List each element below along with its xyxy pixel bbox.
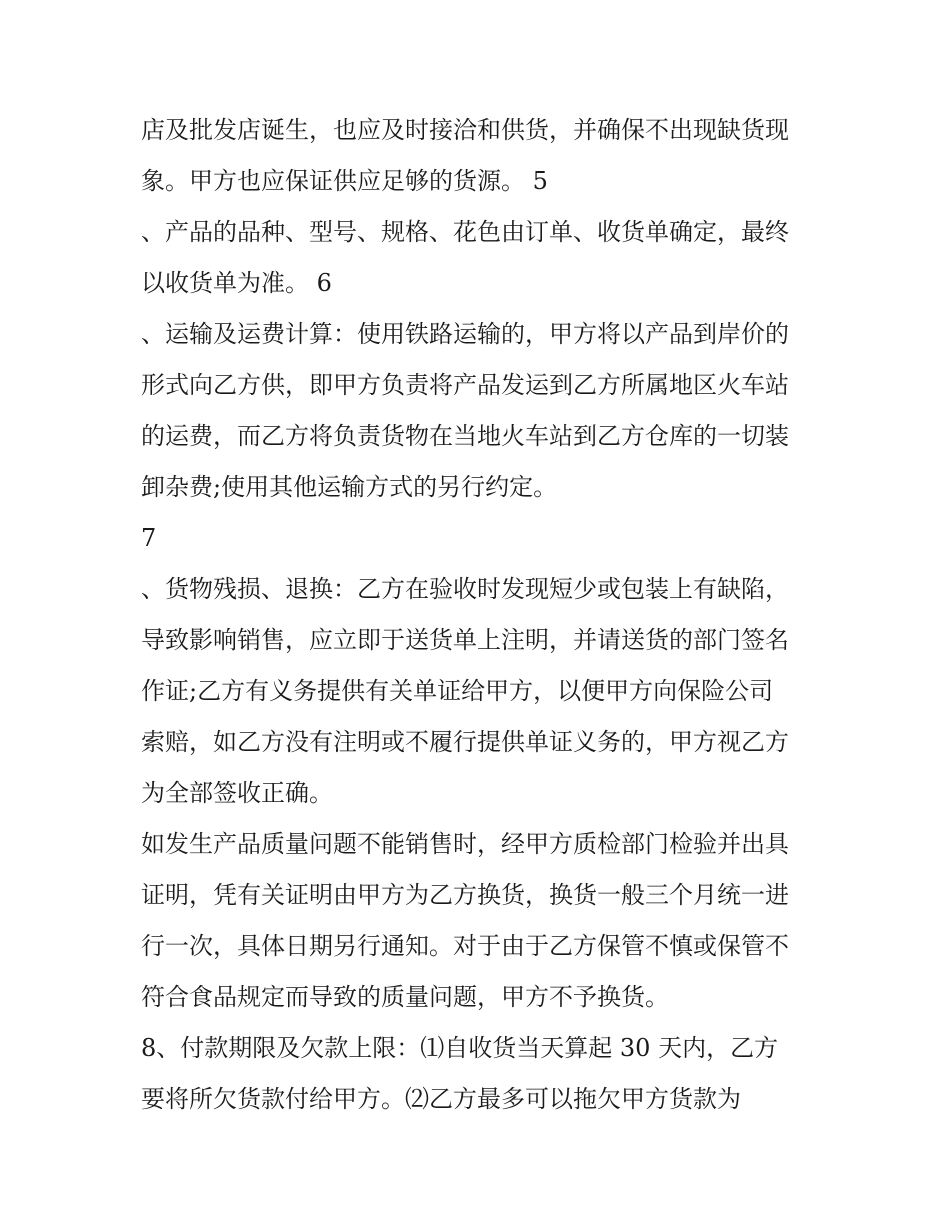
text-line: 行一次，具体日期另行通知。对于由于乙方保管不慎或保管不 [141, 932, 789, 960]
text-line: 索赔，如乙方没有注明或不履行提供单证义务的，甲方视乙方 [141, 728, 789, 756]
text-line: 7 [141, 524, 157, 552]
text-line: 作证;乙方有义务提供有关单证给甲方，以便甲方向保险公司 [141, 677, 774, 705]
text-line: 店及批发店诞生，也应及时接洽和供货，并确保不出现缺货现 [141, 116, 789, 144]
text-line: 为全部签收正确。 [141, 779, 333, 807]
text-line: 的运费，而乙方将负责货物在当地火车站到乙方仓库的一切装 [141, 422, 789, 450]
text-line: 以收货单为准。 6 [141, 269, 332, 297]
text-line: 证明，凭有关证明由甲方为乙方换货，换货一般三个月统一进 [141, 881, 789, 909]
text-line: 卸杂费;使用其他运输方式的另行约定。 [141, 473, 558, 501]
text-line: 导致影响销售，应立即于送货单上注明，并请送货的部门签名 [141, 626, 789, 654]
text-line: 符合食品规定而导致的质量问题，甲方不予换货。 [141, 983, 669, 1011]
text-line: 、产品的品种、型号、规格、花色由订单、收货单确定，最终 [141, 218, 789, 246]
text-line: 如发生产品质量问题不能销售时，经甲方质检部门检验并出具 [141, 830, 789, 858]
text-line: 、运输及运费计算：使用铁路运输的，甲方将以产品到岸价的 [141, 320, 789, 348]
text-line: 象。甲方也应保证供应足够的货源。 5 [141, 167, 548, 195]
contract-text [141, 105, 831, 1125]
text-line: 形式向乙方供，即甲方负责将产品发运到乙方所属地区火车站 [141, 371, 789, 399]
text-line: 要将所欠货款付给甲方。⑵乙方最多可以拖欠甲方货款为 [141, 1085, 741, 1113]
text-line: 、货物残损、退换：乙方在验收时发现短少或包装上有缺陷， [141, 575, 789, 603]
text-line: 8、付款期限及欠款上限：⑴自收货当天算起 30 天内，乙方 [141, 1034, 779, 1062]
